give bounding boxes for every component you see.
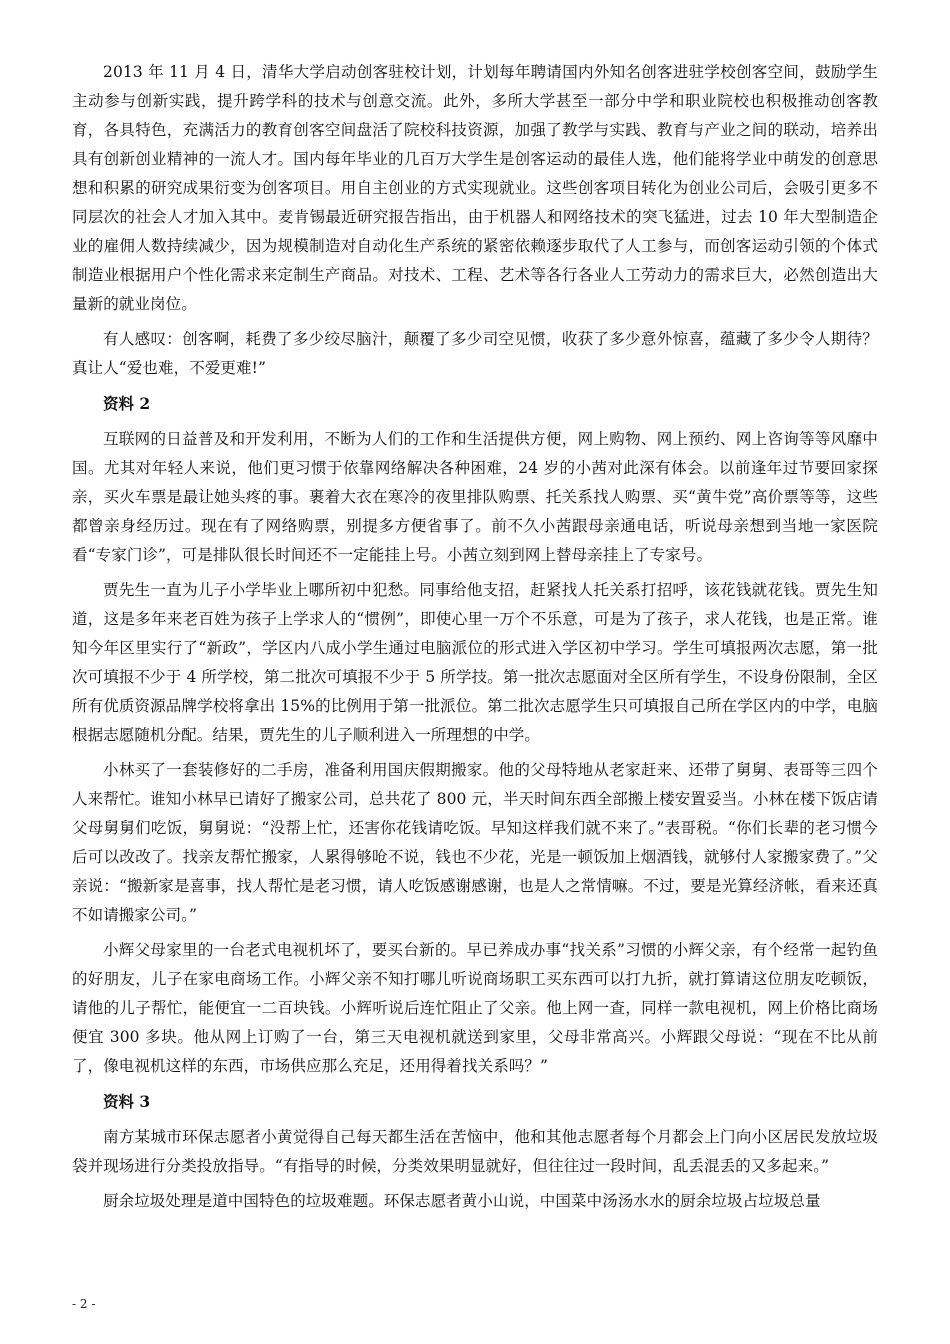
paragraph: 南方某城市环保志愿者小黄觉得自己每天都生活在苦恼中，他和其他志愿者每个月都会上门向小区居民发放垃圾袋并现场进行分类投放指导。“有指导的时候，分类效果明显就好，但往往过一段时间，乱丢混丢的又多起来。” xyxy=(72,1128,878,1175)
section-heading: 资料 3 xyxy=(103,1092,151,1111)
page-number: - 2 - xyxy=(72,1297,96,1311)
paragraph: 小林买了一套装修好的二手房，准备利用国庆假期搬家。他的父母特地从老家赶来、还带了舅舅、表哥等三四个人来帮忙。谁知小林早已请好了搬家公司，总共花了 800 元，半天时间东西全部搬上楼安置妥当。小林在楼下饭店请父母舅舅们吃饭，舅舅说：“没帮上忙，还害你花钱请吃饭。早知这样我们就不来了。”表哥税。“你们长辈的老习惯今后可以改改了。找亲友帮忙搬家，人累得够呛不说，钱也不少花，光是一顿饭加上烟酒钱，就够付人家搬家费了。”父亲说：“搬新家是喜事，找人帮忙是老习惯，请人吃饭感谢感谢，也是人之常情嘛。不过，要是光算经济帐，看来还真不如请搬家公司。” xyxy=(72,761,878,924)
paragraph: 厨余垃圾处理是道中国特色的垃圾难题。环保志愿者黄小山说，中国菜中汤汤水水的厨余垃圾占垃圾总量 xyxy=(103,1192,821,1210)
paragraph: 贾先生一直为儿子小学毕业上哪所初中犯愁。同事给他支招，赶紧找人托关系打招呼，该花钱就花钱。贾先生知道，这是多年来老百姓为孩子上学求人的“惯例”，即使心里一万个不乐意，可是为了孩子，求人花钱，也是正常。谁知今年区里实行了“新政”，学区内八成小学生通过电脑派位的形式进入学区初中学习。学生可填报两次志愿，第一批次可填报不少于 4 所学校，第二批次可填报不少于 5 所学技。第一批次志愿面对全区所有学生，不设身份限制，全区所有优质资源品牌学校将拿出 15%的比例用于第一批派位。第二批次志愿学生只可填报自己所在学区内的中学，电脑根据志愿随机分配。结果，贾先生的儿子顺利进入一所理想的中学。 xyxy=(72,581,878,744)
section-heading: 资料 2 xyxy=(103,394,151,413)
document-page xyxy=(72,58,878,1222)
paragraph: 小辉父母家里的一台老式电视机坏了，要买台新的。早已养成办事“找关系”习惯的小辉父亲，有个经常一起钓鱼的好朋友，儿子在家电商场工作。小辉父亲不知打哪儿听说商场职工买东西可以打九折，就打算请这位朋友吃顿饭，请他的儿子帮忙，能便宜一二百块钱。小辉听说后连忙阻止了父亲。他上网一查，同样一款电视机，网上价格比商场便宜 300 多块。他从网上订购了一台，第三天电视机就送到家里，父母非常高兴。小辉跟父母说：“现在不比从前了，像电视机这样的东西，市场供应那么充足，还用得着找关系吗？” xyxy=(72,941,878,1075)
paragraph: 2013 年 11 月 4 日，清华大学启动创客驻校计划，计划每年聘请国内外知名创客进驻学校创客空间，鼓励学生主动参与创新实践，提升跨学科的技术与创意交流。此外，多所大学甚至一部分中学和职业院校也积极推动创客教育，各具特色，充满活力的教育创客空间盘活了院校科技资源，加强了教学与实践、教育与产业之间的联动，培养出具有创新创业精神的一流人才。国内每年毕业的几百万大学生是创客运动的最佳人选，他们能将学业中萌发的创意思想和积累的研究成果衍变为创客项目。用自主创业的方式实现就业。这些创客项目转化为创业公司后，会吸引更多不同层次的社会人才加入其中。麦肯锡最近研究报告指出，由于机器人和网络技术的突飞猛进，过去 10 年大型制造企业的雇佣人数持续减少，因为规模制造对自动化生产系统的紧密依赖逐步取代了人工参与，而创客运动引领的个体式制造业根据用户个性化需求来定制生产商品。对技术、工程、艺术等各行各业人工劳动力的需求巨大，必然创造出大量新的就业岗位。 xyxy=(72,63,878,313)
paragraph: 互联网的日益普及和开发利用，不断为人们的工作和生活提供方便，网上购物、网上预约、网上咨询等等风靡中国。尤其对年轻人来说，他们更习惯于依靠网络解决各种困难，24 岁的小茜对此深有体会。以前逢年过节要回家探亲，买火车票是最让她头疼的事。裹着大衣在寒冷的夜里排队购票、托关系找人购票、买“黄牛党”高价票等等，这些都曾亲身经历过。现在有了网络购票，别提多方便省事了。前不久小茜跟母亲通电话，听说母亲想到当地一家医院看“专家门诊”，可是排队很长时间还不一定能挂上号。小茜立刻到网上替母亲挂上了专家号。 xyxy=(72,430,878,564)
paragraph: 有人感叹：创客啊，耗费了多少绞尽脑汁，颠覆了多少司空见惯，收获了多少意外惊喜，蕴藏了多少令人期待？真让人“爱也难，不爱更难!” xyxy=(72,330,878,377)
